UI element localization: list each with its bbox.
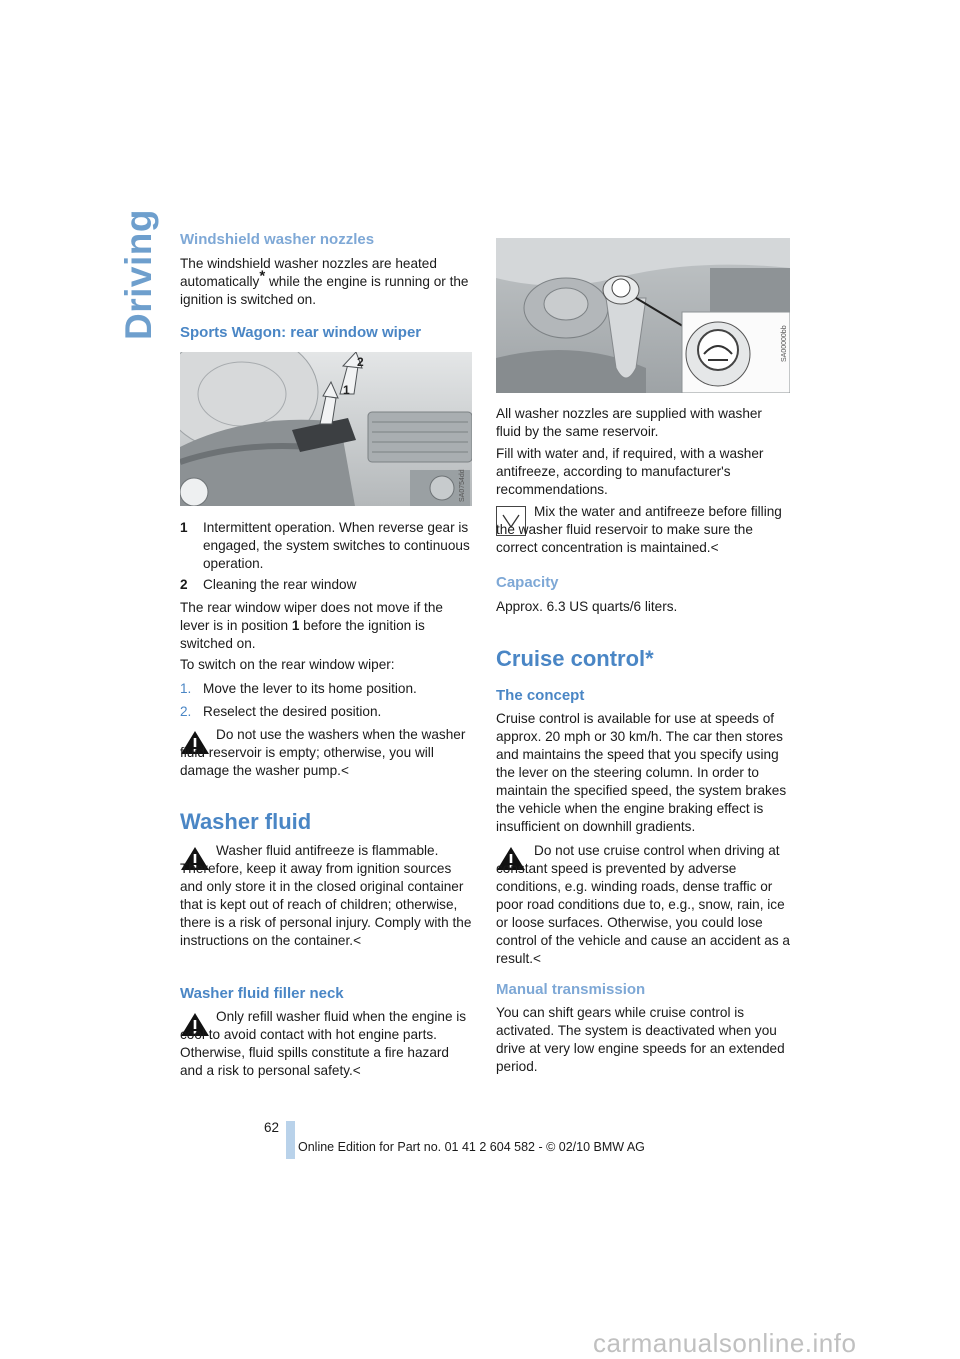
warning-refill-cool: Only refill washer fluid when the engine is cool to avoid contact with hot engine parts. Otherwise, fluid spills constitute a fire hazard and a risk to personal safety.< <box>180 1009 467 1078</box>
callout-2: 2 <box>357 355 364 369</box>
capacity-text: Approx. 6.3 US quarts/6 liters. <box>496 599 678 614</box>
concept-text: Cruise control is available for use at speeds of approx. 20 mph or 30 km/h. The car then stores and maintains the speed that you specify using the lever on the steering column. In order to maintain the specified speed, the system brakes the vehicle when the engine braking effect is insufficient on downhill gradients. <box>496 711 787 834</box>
warning-antifreeze: Washer fluid antifreeze is flammable. Therefore, keep it away from ignition sources and only store it in the closed original container that is kept out of reach of children; otherwise, there is a risk of personal injury. Comply with the instructions on the container.< <box>180 843 472 948</box>
step-1-text: Move the lever to its home position. <box>203 681 417 696</box>
heading-concept: The concept <box>496 687 585 704</box>
item-1-text: Intermittent operation. When reverse gear is engaged, the system switches to continuous operation. <box>203 520 470 571</box>
figure-code: SA00000bb <box>781 325 788 362</box>
supplied-paragraph: All washer nozzles are supplied with washer fluid by the same reservoir. <box>496 406 762 439</box>
item-2-text: Cleaning the rear window <box>203 577 357 592</box>
warning-cruise-conditions: Do not use cruise control when driving at constant speed is prevented by adverse conditions, e.g. winding roads, dense traffic or poor road conditions due to, e.g., snow, rain, ice or loose surfaces. Otherwise, you could lose control of the vehicle and cause an accident as a result.< <box>496 843 790 966</box>
page-number: 62 <box>264 1120 280 1135</box>
reservoir-drawing <box>496 238 790 393</box>
site-watermark: carmanualsonline.info <box>593 1328 857 1358</box>
nozzles-paragraph <box>180 255 472 309</box>
callout-1: 1 <box>343 383 350 397</box>
heading-filler-neck: Washer fluid filler neck <box>180 985 344 1002</box>
step-2-text: Reselect the desired position. <box>203 704 382 719</box>
step-1-number: 1. <box>180 681 192 696</box>
end-mark: < <box>710 540 719 555</box>
edition-footer: Online Edition for Part no. 01 41 2 604 582 - © 02/10 BMW AG <box>298 1140 645 1154</box>
warning-washer-pump: Do not use the washers when the washer fluid reservoir is empty; otherwise, you will damage the washer pump.< <box>180 727 466 778</box>
heading-windshield-nozzles: Windshield washer nozzles <box>180 231 375 248</box>
step-2-number: 2. <box>180 704 192 719</box>
item-1-number: 1 <box>180 520 188 535</box>
end-mark: < <box>340 763 349 778</box>
washer-reservoir-illustration <box>496 238 790 393</box>
manual-text: You can shift gears while cruise control is activated. The system is deactivated when you drive at very low engine speeds for an extended period. <box>496 1005 785 1074</box>
heading-capacity: Capacity <box>496 574 559 591</box>
not-move-paragraph: The rear window wiper does not move if the lever is in position 1 before the ignition is switched on. <box>180 600 443 651</box>
footer-accent-bar <box>286 1121 295 1159</box>
end-mark: < <box>352 1063 361 1078</box>
heading-rear-wiper: Sports Wagon: rear window wiper <box>180 324 422 341</box>
wiper-lever-drawing <box>180 352 472 506</box>
option-asterisk: * <box>259 267 266 285</box>
heading-manual-transmission: Manual transmission <box>496 981 646 998</box>
nozzles-text-a: The windshield washer nozzles are heated automatically <box>180 256 437 289</box>
nozzles-text-b: while the engine is running or the ignition is switched on. <box>180 274 469 307</box>
chapter-side-tab <box>110 209 159 340</box>
end-mark: < <box>533 951 541 966</box>
note-mix-antifreeze: Mix the water and antifreeze before filling the washer fluid reservoir to make sure the correct concentration is maintained.< <box>496 504 782 555</box>
fill-paragraph: Fill with water and, if required, with a washer antifreeze, according to manufacturer's recommendations. <box>496 446 764 497</box>
heading-cruise-control: Cruise control* <box>496 646 654 671</box>
end-mark: < <box>353 933 362 948</box>
heading-washer-fluid: Washer fluid <box>180 809 312 834</box>
switch-on-paragraph: To switch on the rear window wiper: <box>180 657 395 672</box>
figure-code: SA0754dd <box>459 469 466 502</box>
item-2-number: 2 <box>180 577 188 592</box>
rear-wiper-lever-illustration <box>180 352 472 506</box>
chapter-title: Driving <box>118 209 159 340</box>
